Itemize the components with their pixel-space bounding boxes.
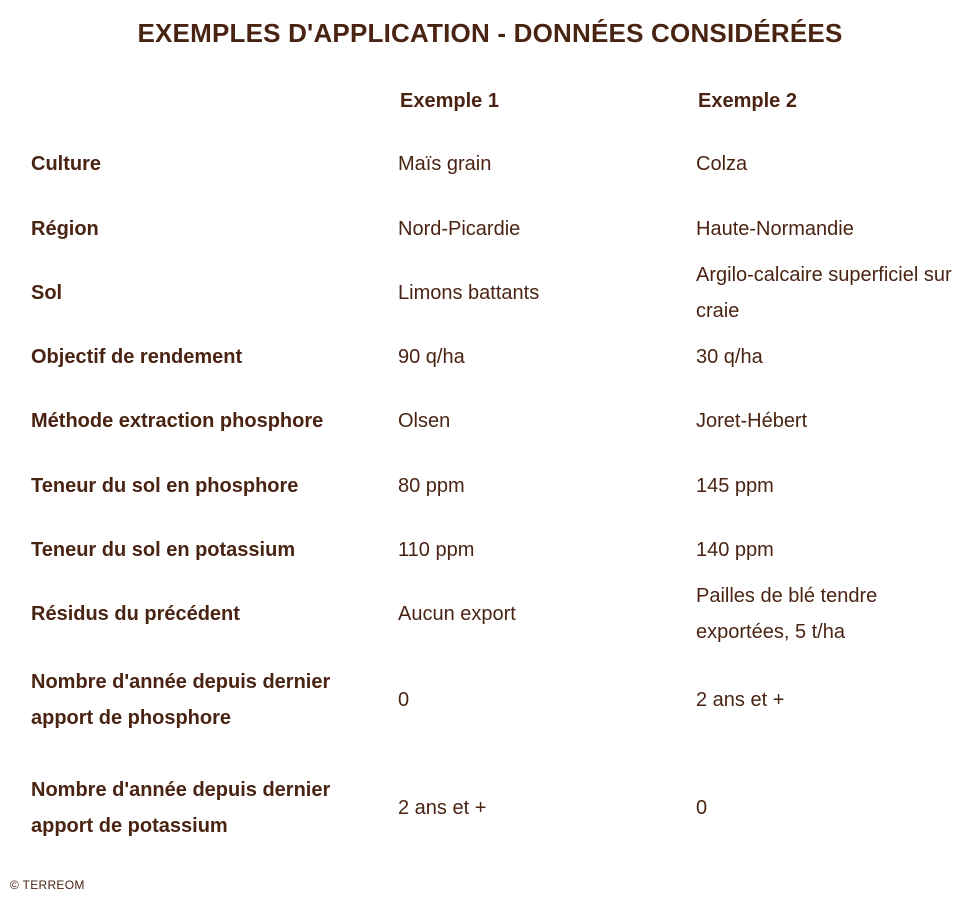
exemple-2-value: Pailles de blé tendre exportées, 5 t/ha	[696, 585, 878, 643]
exemple-1-value: 90 q/ha	[398, 346, 465, 368]
column-header-exemple-2: Exemple 2	[698, 90, 797, 112]
table-row	[0, 403, 980, 439]
row-label: Objectif de rendement	[31, 346, 243, 368]
exemple-1-value: 110 ppm	[398, 539, 475, 561]
table-row	[0, 578, 980, 650]
row-label: Méthode extraction phosphore	[31, 410, 324, 432]
row-label: Résidus du précédent	[31, 603, 240, 625]
exemple-1-value: Maïs grain	[398, 153, 492, 175]
table-row	[0, 146, 980, 182]
row-label: Région	[31, 218, 99, 240]
exemple-1-value: Aucun export	[398, 603, 516, 625]
table-row	[0, 257, 980, 329]
exemple-1-value: Olsen	[398, 410, 451, 432]
exemple-2-value: 145 ppm	[696, 475, 774, 497]
exemple-2-value: Colza	[696, 153, 748, 175]
page-title: EXEMPLES D'APPLICATION - DONNÉES CONSIDÉRÉES	[137, 18, 843, 48]
table-row	[0, 664, 980, 736]
row-label: Sol	[31, 282, 63, 304]
exemple-1-value: 2 ans et +	[398, 797, 487, 819]
exemple-2-value: 2 ans et +	[696, 689, 785, 711]
row-label: Teneur du sol en phosphore	[31, 475, 299, 497]
exemple-1-value: Limons battants	[398, 282, 540, 304]
table-row	[0, 211, 980, 247]
table-row	[0, 339, 980, 375]
row-label: Nombre d'année depuis dernier apport de phosphore	[31, 671, 331, 729]
exemple-2-value: 0	[696, 797, 708, 819]
table-row	[0, 772, 980, 844]
exemple-2-value: Joret-Hébert	[696, 410, 808, 432]
row-label: Nombre d'année depuis dernier apport de potassium	[31, 779, 331, 837]
exemple-2-value: Haute-Normandie	[696, 218, 854, 240]
table-row	[0, 468, 980, 504]
copyright-notice: © TERREOM	[10, 878, 85, 892]
exemple-2-value: Argilo-calcaire superficiel sur craie	[696, 264, 952, 322]
exemple-1-value: 80 ppm	[398, 475, 465, 497]
exemple-2-value: 140 ppm	[696, 539, 774, 561]
exemple-1-value: 0	[398, 689, 410, 711]
exemple-2-value: 30 q/ha	[696, 346, 763, 368]
exemple-1-value: Nord-Picardie	[398, 218, 521, 240]
row-label: Culture	[31, 153, 101, 175]
column-header-exemple-1: Exemple 1	[400, 90, 499, 112]
table-row	[0, 532, 980, 568]
row-label: Teneur du sol en potassium	[31, 539, 296, 561]
